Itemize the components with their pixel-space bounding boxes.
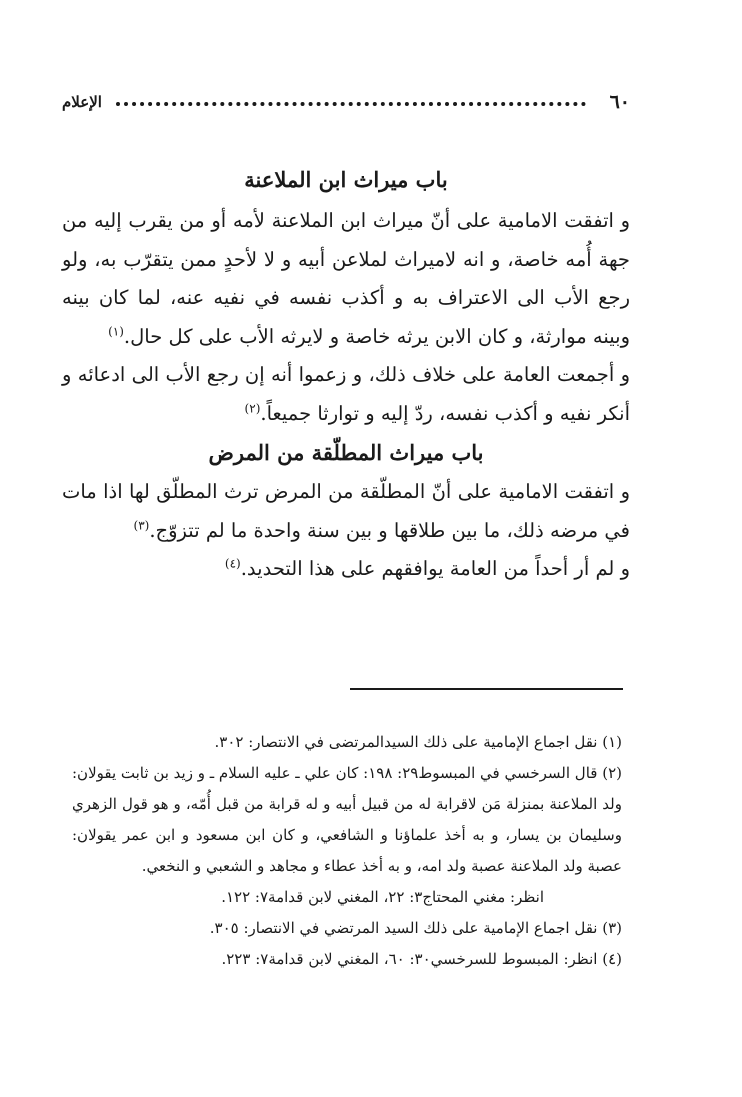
running-title: الإعلام [62,93,102,111]
footnote-2: (٢) قال السرخسي في المبسوط٢٩: ١٩٨: كان علي ـ عليه السلام ـ و زيد بن ثابت يقولان: ولد الملاعنة بمنزلة مَن لاقرابة له من قبيل أبيه و له قرابة من قبل أُمّه، و هو قول الزهري وسليمان بن يسار، و به أخذ علماؤنا و الشافعي، و كان ابن مسعود و ابن عمر يقولان: عصبة ولد الملاعنة عصبة ولد امه، و به أخذ عطاء و مجاهد و الشعبي و النخعي. [72,764,622,875]
paragraph-text: و اتفقت الامامية على أنّ ميراث ابن الملاعنة لأمه أو من يقرب إليه من جهة أُمه خاصة، و انه لاميراث لملاعن أبيه و لا لأحدٍ ممن يتقرّب به، ولو رجع الأب الى الاعتراف به و أكذب نفسه في نفيه عنه، لما كان بينه وبينه موارثة، و كان الابن يرثه خاصة و لايرثه الأب على كل حال. [62,209,631,348]
header-dot-leader [116,102,586,106]
paragraph [62,550,630,589]
running-header [62,88,630,116]
main-text [62,160,630,589]
footnote-ref[interactable]: (١) [108,324,124,338]
footnote-ref[interactable]: (٤) [224,556,241,571]
paragraph [62,356,630,433]
footnote-ref[interactable]: (٣) [133,518,150,532]
paragraph-text: و لم أر أحداً من العامة يوافقهم على هذا التحديد. [240,557,630,580]
paragraph [62,473,630,550]
paragraph-text: و أجمعت العامة على خلاف ذلك، و زعموا أنه إن رجع الأب الى ادعائه و أنكر نفيه و أكذب نفسه، ردّ إليه و توارثا جميعاً. [62,363,630,425]
footnote-ref[interactable]: (٢) [244,401,261,415]
paragraph [62,202,630,356]
footnote-3: (٣) نقل اجماع الإمامية على ذلك السيد المرتضي في الانتصار: ٣٠٥. [209,919,622,937]
footnote-1: (١) نقل اجماع الإمامية على ذلك السيدالمرتضى في الانتصار: ٣٠٢. [214,733,622,751]
footnote-2-citation: انظر: مغني المحتاج٣: ٢٢، المغني لابن قدامة٧: ١٢٢. [221,888,544,906]
paragraph-text: و اتفقت الامامية على أنّ المطلّقة من المرض ترث المطلّق لها اذا مات في مرضه ذلك، ما بين طلاقها و بين سنة واحدة ما لم تتزوّج. [62,480,630,542]
page-number: ٦٠ [609,91,630,113]
section-heading-lian-inheritance: باب ميراث ابن الملاعنة [244,167,448,192]
footnote-4: (٤) انظر: المبسوط للسرخسي٣٠: ٦٠، المغني لابن قدامة٧: ٢٢٣. [221,950,622,968]
section-heading-divorcee-inheritance: باب ميراث المطلّقة من المرض [208,440,484,465]
footnotes [72,727,622,975]
footnote-separator [350,688,623,690]
